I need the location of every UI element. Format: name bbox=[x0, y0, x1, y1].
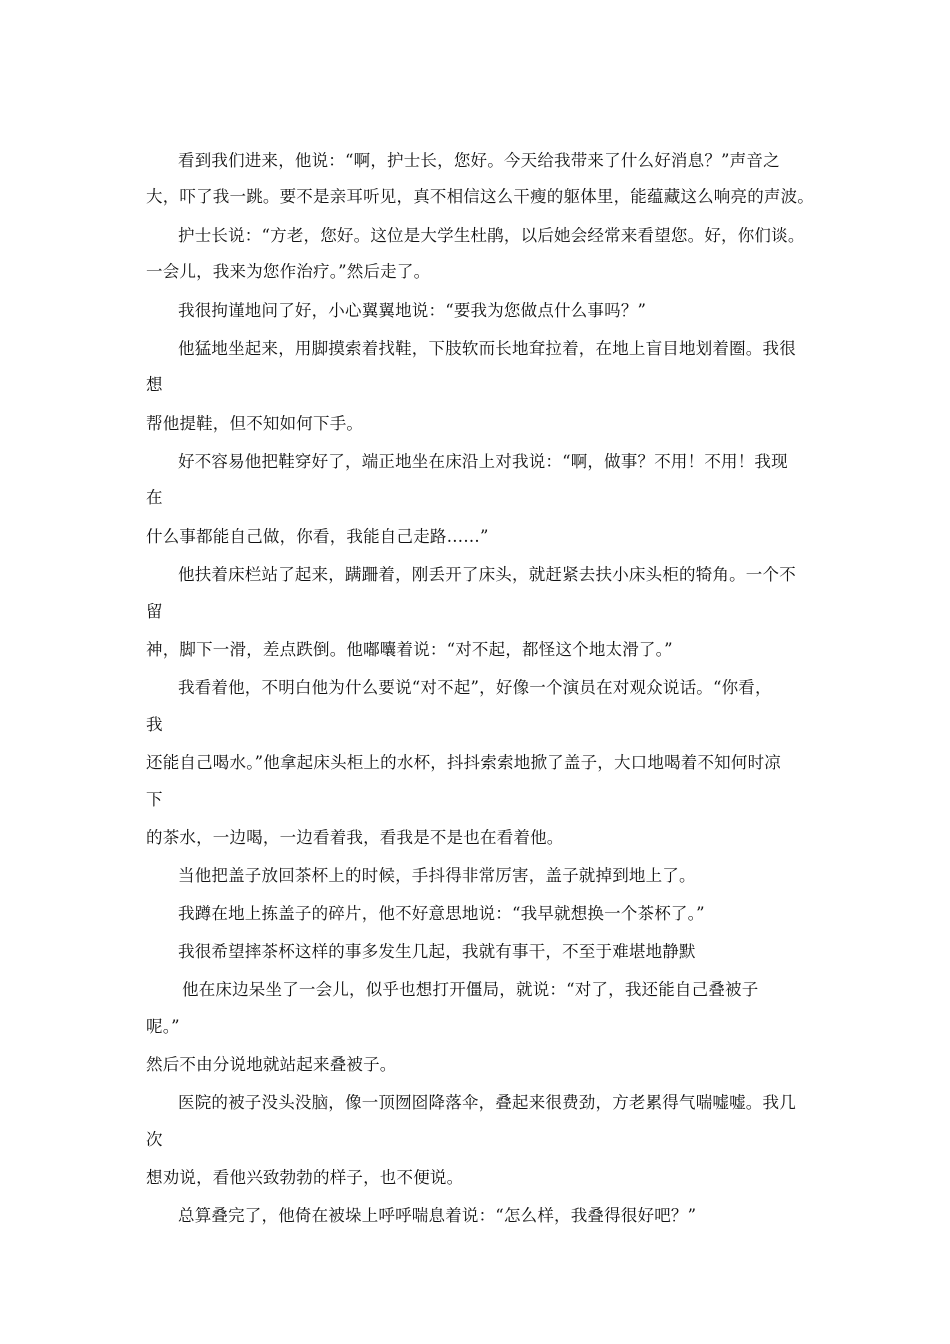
text-line: 大，吓了我一跳。要不是亲耳听见，真不相信这么干瘦的躯体里，能蕴藏这么响亮的声波。 bbox=[146, 187, 814, 206]
text-line: 护士长说：“方老，您好。这位是大学生杜鹃，以后她会经常来看望您。好，你们谈。 bbox=[178, 226, 805, 245]
text-line: 想 bbox=[146, 375, 163, 394]
text-line: 医院的被子没头没脑，像一顶囫囵降落伞，叠起来很费劲，方老累得气喘嘘嘘。我几 bbox=[178, 1093, 796, 1112]
text-line: 他扶着床栏站了起来，蹒跚着，刚丢开了床头，就赶紧去扶小床头柜的犄角。一个不 bbox=[178, 565, 796, 584]
text-line: 他在床边呆坐了一会儿，似乎也想打开僵局，就说：“对了，我还能自己叠被子 bbox=[182, 980, 759, 999]
text-line: 然后不由分说地就站起来叠被子。 bbox=[146, 1055, 397, 1074]
text-line: 我很希望摔茶杯这样的事多发生几起，我就有事干，不至于难堪地静默 bbox=[178, 942, 696, 961]
text-line: 呢。” bbox=[146, 1017, 180, 1036]
text-line: 下 bbox=[146, 790, 163, 809]
text-line: 当他把盖子放回茶杯上的时候，手抖得非常厉害，盖子就掉到地上了。 bbox=[178, 866, 696, 885]
text-line: 想劝说，看他兴致勃勃的样子，也不便说。 bbox=[146, 1168, 464, 1187]
text-line: 什么事都能自己做，你看，我能自己走路……” bbox=[146, 527, 489, 546]
text-line: 留 bbox=[146, 602, 163, 621]
text-line: 我蹲在地上拣盖子的碎片，他不好意思地说：“我早就想换一个茶杯了。” bbox=[178, 904, 705, 923]
text-line: 他猛地坐起来，用脚摸索着找鞋，下肢软而长地耷拉着，在地上盲目地划着圈。我很 bbox=[178, 339, 796, 358]
text-line: 总算叠完了，他倚在被垛上呼呼喘息着说：“怎么样，我叠得很好吧？” bbox=[178, 1206, 697, 1225]
text-line: 还能自己喝水。”他拿起床头柜上的水杯，抖抖索索地掀了盖子，大口地喝着不知何时凉 bbox=[146, 753, 781, 772]
text-line: 我 bbox=[146, 715, 163, 734]
text-line: 看到我们进来，他说：“啊，护士长，您好。今天给我带来了什么好消息？”声音之 bbox=[178, 151, 780, 170]
text-line: 我很拘谨地问了好，小心翼翼地说：“要我为您做点什么事吗？” bbox=[178, 301, 647, 320]
text-line: 次 bbox=[146, 1130, 163, 1149]
text-line: 好不容易他把鞋穿好了，端正地坐在床沿上对我说：“啊，做事？不用！不用！我现 bbox=[178, 452, 788, 471]
text-line: 一会儿，我来为您作治疗。”然后走了。 bbox=[146, 262, 431, 281]
text-line: 的茶水，一边喝，一边看着我，看我是不是也在看着他。 bbox=[146, 828, 564, 847]
text-line: 我看着他，不明白他为什么要说“对不起”，好像一个演员在对观众说话。“你看， bbox=[178, 678, 772, 697]
text-line: 在 bbox=[146, 488, 163, 507]
text-line: 帮他提鞋，但不知如何下手。 bbox=[146, 414, 364, 433]
text-line: 神，脚下一滑，差点跌倒。他嘟囔着说：“对不起，都怪这个地太滑了。” bbox=[146, 640, 673, 659]
